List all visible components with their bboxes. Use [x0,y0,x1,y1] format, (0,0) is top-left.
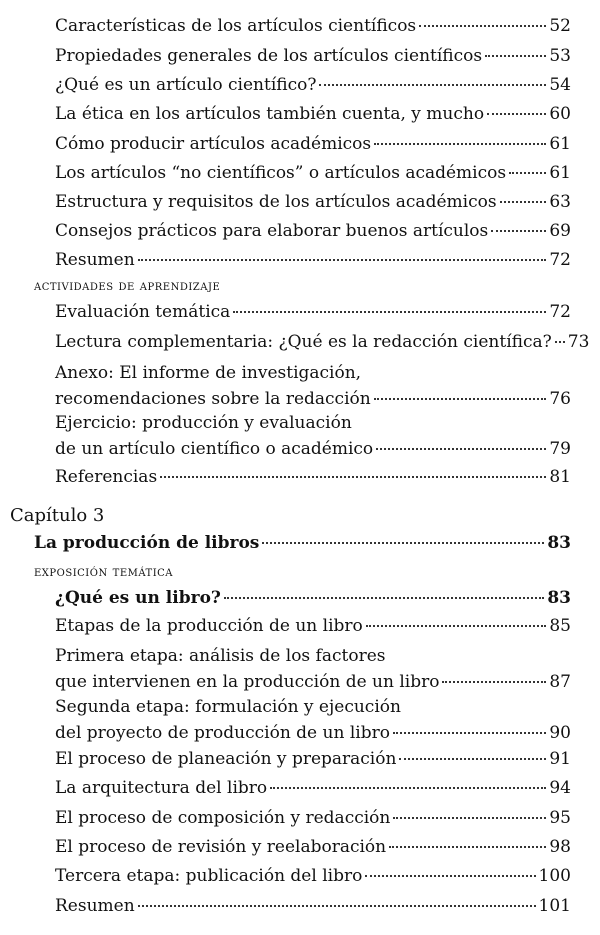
toc-entry-title: Características de los artículos científicos [55,16,417,36]
dot-leader [487,112,546,115]
toc-entry-title: ¿Qué es un libro? [55,588,221,608]
dot-leader [419,24,546,27]
chapter-label: Capítulo 3 [10,505,105,526]
dot-leader [555,340,565,343]
toc-entry[interactable] [55,775,571,801]
toc-entry-title: Resumen [55,250,135,270]
dot-leader [500,200,547,203]
dot-leader [262,541,544,544]
dot-leader [509,171,546,174]
toc-entry-title: El proceso de planeación y preparación [55,749,397,769]
toc-entry-page: 53 [549,46,571,66]
toc-entry[interactable] [55,218,571,244]
toc-entry[interactable] [55,189,571,215]
toc-entry-page: 69 [549,221,571,241]
toc-entry[interactable] [55,329,590,355]
section-heading-activities: actividades de aprendizaje [34,278,221,294]
toc-entry-page: 81 [549,467,571,487]
toc-entry-page: 72 [549,302,571,322]
toc-entry[interactable] [55,101,571,127]
toc-entry-page: 87 [549,672,571,692]
toc-entry-title: La ética en los artículos también cuenta, y mucho [55,104,485,124]
toc-entry-page: 85 [549,616,571,636]
dot-leader [393,731,546,734]
toc-entry[interactable] [55,247,571,273]
toc-entry-page: 61 [549,134,571,154]
chapter-title-entry[interactable] [34,530,571,556]
toc-entry[interactable] [55,299,571,325]
toc-entry-title: Consejos prácticos para elaborar buenos artículos [55,221,489,241]
dot-leader [233,310,546,313]
dot-leader [138,904,536,907]
toc-entry-page: 73 [567,332,590,352]
toc-entry[interactable] [55,585,571,611]
toc-entry-title: Lectura complementaria: ¿Qué es la redacción científica? [55,332,552,352]
toc-entry[interactable] [55,360,571,412]
toc-entry-title: del proyecto de producción de un libro [55,723,390,743]
toc-entry-title: que intervienen en la producción de un libro [55,672,440,692]
dot-leader [138,258,547,261]
toc-entry-page: 90 [549,723,571,743]
toc-entry-title: El proceso de composición y redacción [55,808,391,828]
toc-entry-title: Etapas de la producción de un libro [55,616,363,636]
dot-leader [224,596,544,599]
toc-entry-title: Referencias [55,467,158,487]
dot-leader [393,816,546,819]
dot-leader [374,142,546,145]
dot-leader [442,680,546,683]
dot-leader [389,845,546,848]
dot-leader [365,874,535,877]
toc-entry[interactable] [55,694,571,746]
toc-entry[interactable] [55,746,571,772]
toc-entry-page: 98 [549,837,571,857]
section-heading-exposition: exposición temática [34,564,174,580]
toc-entry-page: 54 [549,75,571,95]
toc-entry-page: 94 [549,778,571,798]
toc-entry-title: recomendaciones sobre la redacción [55,389,371,409]
toc-entry-page: 79 [549,439,571,459]
dot-leader [160,475,546,478]
toc-entry[interactable] [55,43,571,69]
toc-entry-title-line1: Segunda etapa: formulación y ejecución [55,697,401,717]
toc-entry-title: Evaluación temática [55,302,231,322]
toc-entry-page: 101 [538,896,571,916]
toc-entry-title: El proceso de revisión y reelaboración [55,837,387,857]
toc-entry-page: 95 [549,808,571,828]
toc-entry-title-line1: Anexo: El informe de investigación, [55,363,362,383]
toc-entry-title-line1: Primera etapa: análisis de los factores [55,646,386,666]
toc-entry-title: Tercera etapa: publicación del libro [55,866,363,886]
toc-entry[interactable] [55,160,571,186]
toc-entry-title: ¿Qué es un artículo científico? [55,75,317,95]
dot-leader [491,229,546,232]
toc-entry-page: 60 [549,104,571,124]
toc-entry-page: 61 [549,163,571,183]
dot-leader [270,786,546,789]
toc-entry-page: 83 [547,588,571,608]
toc-entry[interactable] [55,464,571,490]
toc-entry[interactable] [55,805,571,831]
toc-entry-title: Estructura y requisitos de los artículos académicos [55,192,497,212]
toc-entry[interactable] [55,863,571,889]
toc-entry-title: Cómo producir artículos académicos [55,134,372,154]
toc-entry-page: 91 [549,749,571,769]
toc-entry-title: Propiedades generales de los artículos científicos [55,46,483,66]
toc-entry-page: 52 [549,16,571,36]
dot-leader [319,83,546,86]
toc-entry-title: Los artículos “no científicos” o artículos académicos [55,163,507,183]
toc-entry-page: 83 [547,533,571,553]
toc-entry[interactable] [55,13,571,39]
toc-entry-page: 63 [549,192,571,212]
toc-entry-page: 76 [549,389,571,409]
dot-leader [376,447,546,450]
toc-entry-title: La producción de libros [34,533,260,553]
toc-entry-page: 72 [549,250,571,270]
toc-entry-title: Resumen [55,896,135,916]
toc-entry[interactable] [55,72,571,98]
toc-entry-title-line1: Ejercicio: producción y evaluación [55,413,352,433]
toc-entry-title: La arquitectura del libro [55,778,268,798]
dot-leader [485,54,546,57]
dot-leader [374,397,547,400]
toc-entry[interactable] [55,613,571,639]
toc-entry[interactable] [55,643,571,695]
toc-entry[interactable] [55,893,571,919]
dot-leader [366,624,547,627]
toc-entry-page: 100 [538,866,571,886]
toc-entry-title: de un artículo científico o académico [55,439,374,459]
toc-entry[interactable] [55,410,571,462]
toc-entry[interactable] [55,131,571,157]
toc-entry[interactable] [55,834,571,860]
dot-leader [399,757,546,760]
